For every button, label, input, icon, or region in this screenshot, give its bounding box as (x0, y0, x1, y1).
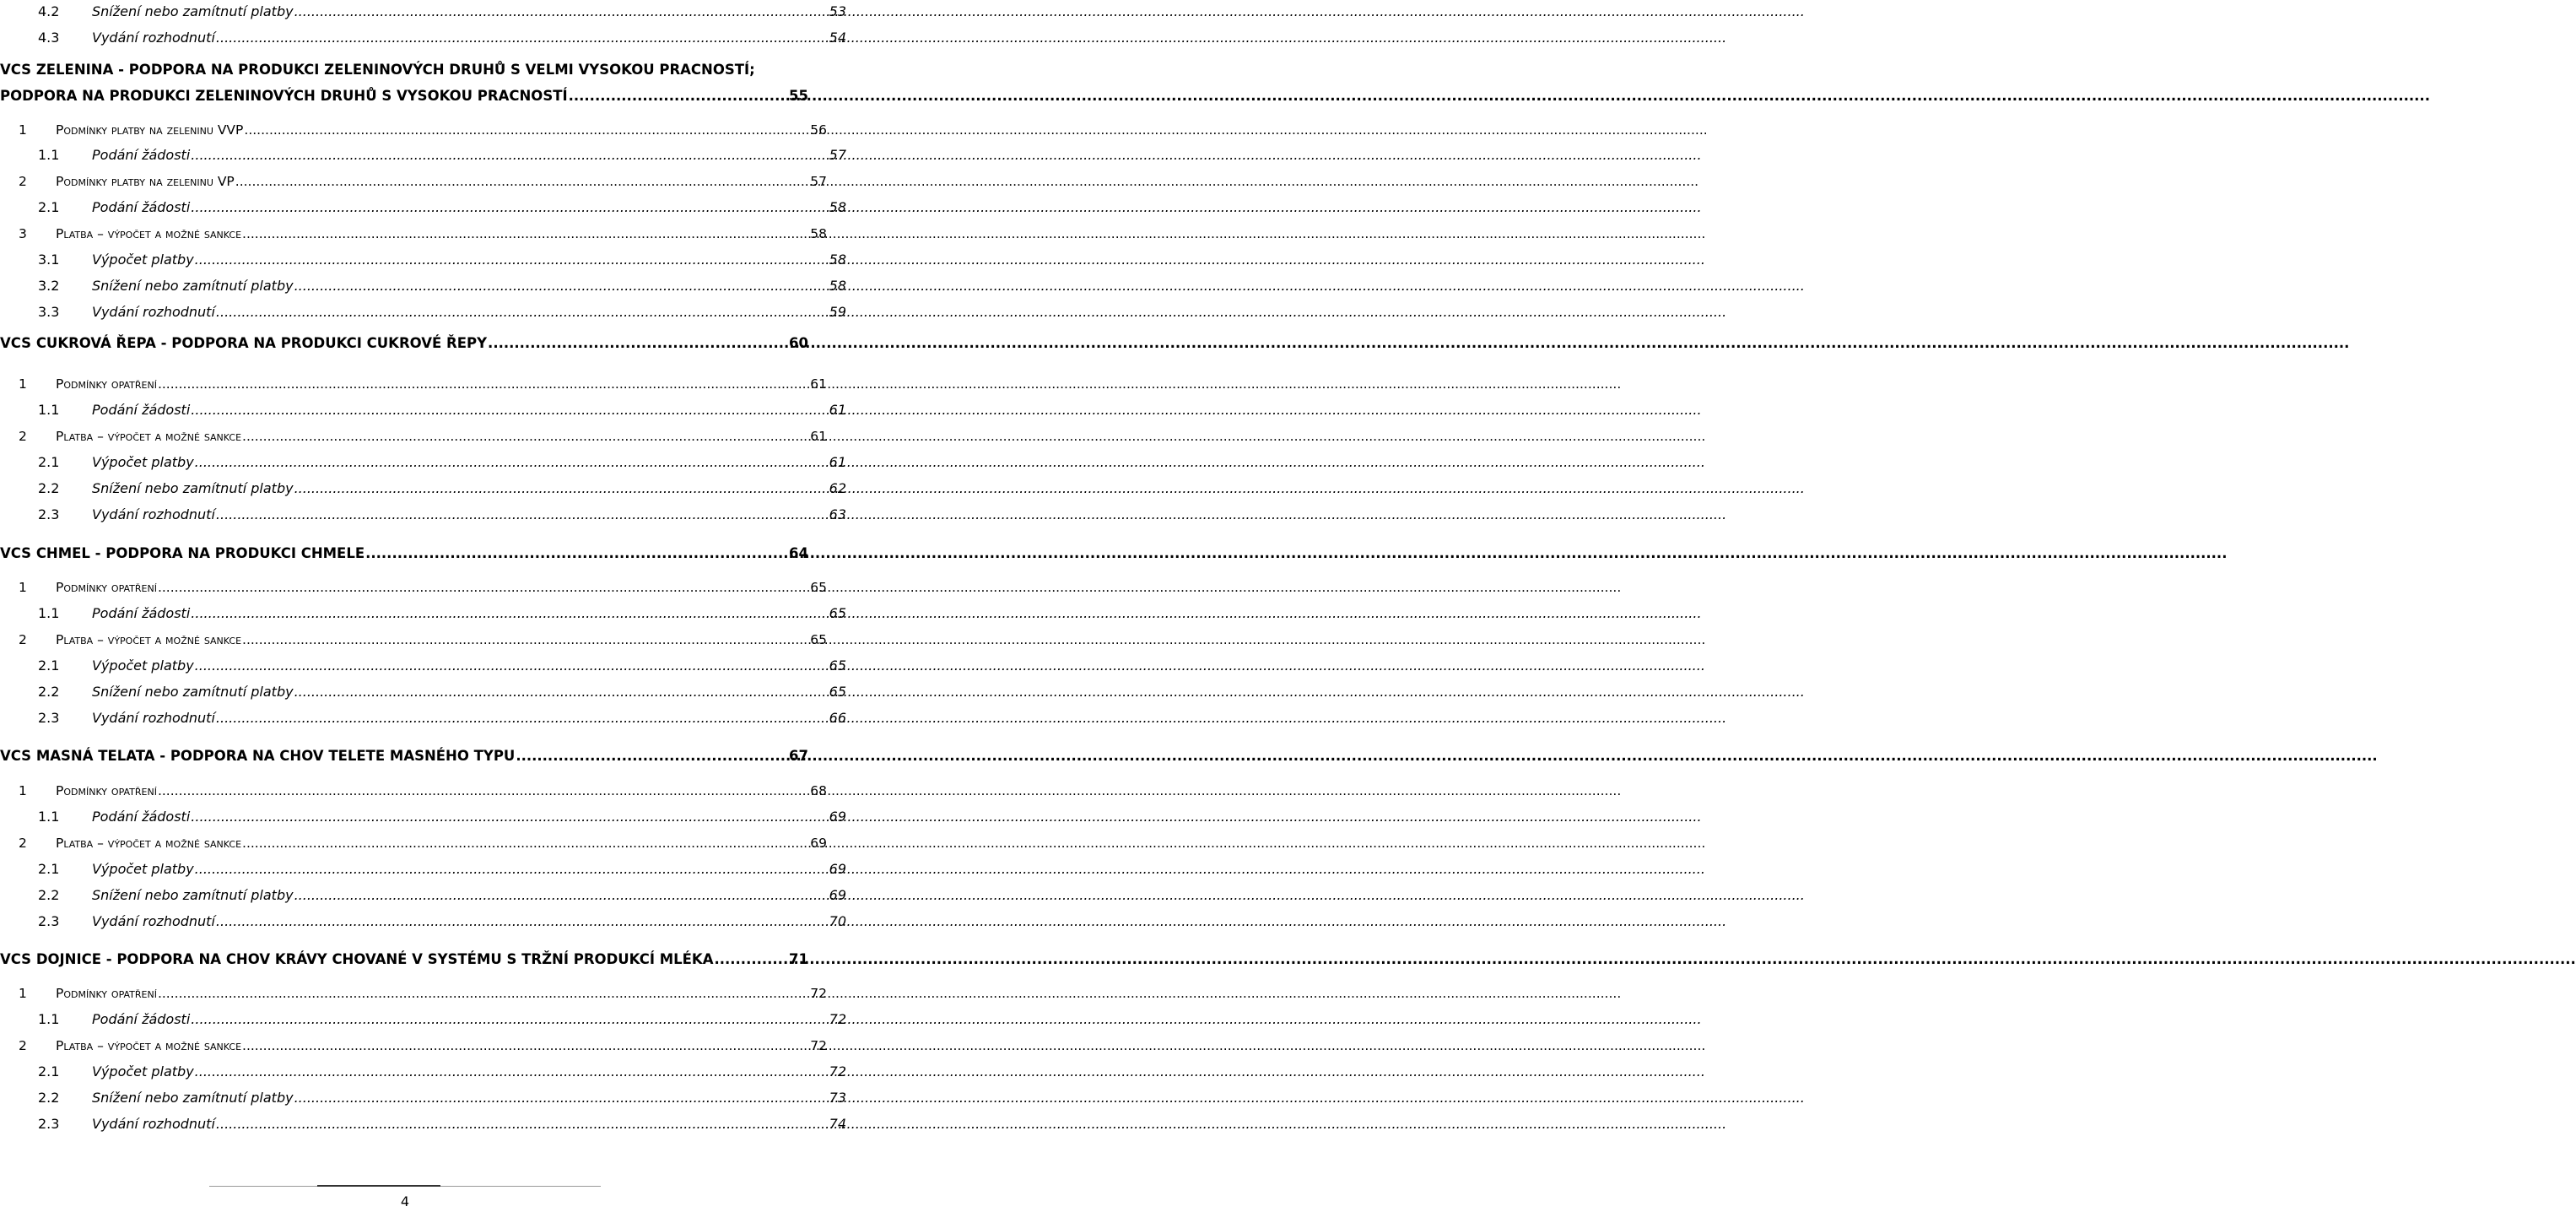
toc-dot-leader (216, 912, 829, 931)
toc-entry-title: Snížení nebo zamítnutí platby (92, 684, 294, 700)
toc-page-number: 69 (829, 809, 846, 825)
toc-entry-title: Vydání rozhodnutí (92, 913, 215, 929)
toc-page-number: 69 (810, 836, 827, 851)
toc-entry[interactable] (0, 1115, 846, 1134)
toc-dot-leader (216, 1115, 829, 1134)
toc-dot-leader (216, 303, 829, 322)
toc-entry-title: Platba – výpočet a možné sankce (56, 836, 242, 851)
toc-entry-title: Podání žádosti (92, 605, 191, 621)
toc-entry-title: Vydání rozhodnutí (92, 506, 215, 522)
toc-dot-leader (294, 479, 829, 498)
toc-dot-leader (294, 277, 829, 295)
toc-entry-number: 2.3 (38, 913, 60, 929)
toc-dot-leader (714, 950, 788, 969)
toc-entry-title: Podmínky platby na zeleninu VVP (56, 122, 244, 138)
toc-entry-title: VCS CUKROVÁ ŘEPA - PODPORA NA PRODUKCI CUKROVÉ ŘEPY (0, 335, 488, 351)
toc-entry-number: 1 (19, 376, 27, 392)
toc-page-number: 72 (829, 1063, 846, 1079)
toc-entry-title: Vydání rozhodnutí (92, 304, 215, 320)
toc-entry-number: 1.1 (38, 1011, 60, 1027)
toc-entry-title: Podání žádosti (92, 199, 191, 215)
toc-entry-title: Výpočet platby (92, 454, 194, 470)
toc-page-number: 65 (829, 657, 846, 674)
footer-divider-accent (317, 1185, 440, 1187)
toc-entry-title: PODPORA NA PRODUKCI ZELENINOVÝCH DRUHŮ S VYSOKOU PRACNOSTÍ (0, 88, 568, 104)
toc-page-number: 66 (829, 710, 846, 726)
toc-page-number: 57 (810, 174, 827, 189)
toc-page-number: 69 (829, 887, 846, 903)
toc-page-number: 65 (810, 580, 827, 595)
toc-entry-number: 2.3 (38, 1116, 60, 1132)
toc-entry-title: Snížení nebo zamítnutí platby (92, 887, 294, 903)
toc-page-number: 58 (810, 226, 827, 241)
toc-entry[interactable] (0, 453, 846, 472)
toc-dot-leader (195, 860, 829, 879)
toc-page-number: 70 (829, 913, 846, 929)
toc-entry[interactable] (0, 657, 846, 675)
toc-entry-title: Platba – výpočet a možné sankce (56, 1038, 242, 1053)
toc-entry[interactable] (0, 172, 827, 191)
toc-dot-leader (195, 453, 829, 472)
toc-entry-number: 3.2 (38, 278, 60, 294)
toc-page-number: 53 (829, 3, 846, 19)
toc-entry-title: Podmínky opatření (56, 783, 157, 798)
toc-dot-leader (195, 1063, 829, 1081)
toc-entry-number: 4.2 (38, 3, 60, 19)
toc-chapter[interactable] (0, 950, 808, 969)
toc-entry[interactable] (0, 146, 846, 165)
toc-entry[interactable] (0, 604, 846, 623)
toc-page-number: 68 (810, 783, 827, 798)
toc-page-number: 67 (789, 748, 808, 764)
toc-page-number: 64 (789, 545, 808, 561)
toc-entry-number: 2 (19, 1038, 27, 1053)
toc-entry-number: 1.1 (38, 809, 60, 825)
toc-page-number: 69 (829, 861, 846, 877)
toc-entry-number: 1.1 (38, 402, 60, 418)
toc-entry[interactable] (0, 683, 846, 701)
toc-entry-title: Snížení nebo zamítnutí platby (92, 1090, 294, 1106)
toc-entry-title: Podání žádosti (92, 147, 191, 163)
toc-entry[interactable] (0, 3, 846, 21)
toc-entry-number: 4.3 (38, 30, 60, 46)
toc-page-number: 72 (829, 1011, 846, 1027)
toc-entry[interactable] (0, 1089, 846, 1107)
page-number: 4 (400, 1193, 410, 1209)
toc-page-number: 61 (829, 402, 846, 418)
toc-entry-number: 2 (19, 836, 27, 851)
toc-entry[interactable] (0, 29, 846, 47)
toc-page-number: 60 (789, 335, 808, 351)
toc-page-number: 55 (789, 88, 808, 104)
toc-entry-number: 2.1 (38, 657, 60, 674)
toc-entry-title: Snížení nebo zamítnutí platby (92, 3, 294, 19)
toc-dot-leader (191, 146, 828, 165)
toc-entry[interactable] (0, 912, 846, 931)
toc-entry-number: 2 (19, 174, 27, 189)
toc-entry[interactable] (0, 984, 827, 1003)
toc-entry-number: 3.1 (38, 252, 60, 268)
toc-dot-leader (242, 427, 809, 446)
toc-dot-leader (158, 375, 809, 393)
toc-chapter[interactable] (0, 61, 808, 79)
toc-entry-title: Snížení nebo zamítnutí platby (92, 278, 294, 294)
toc-entry-number: 1 (19, 986, 27, 1001)
toc-dot-leader (242, 225, 809, 243)
toc-chapter[interactable] (0, 544, 808, 563)
toc-dot-leader (242, 1036, 809, 1055)
toc-entry[interactable] (0, 506, 846, 524)
toc-entry-number: 2 (19, 632, 27, 647)
toc-page-number: 61 (829, 454, 846, 470)
toc-dot-leader (294, 683, 829, 701)
toc-page-number: 61 (810, 376, 827, 392)
toc-entry-number: 2.1 (38, 861, 60, 877)
toc-entry[interactable] (0, 225, 827, 243)
toc-entry[interactable] (0, 479, 846, 498)
toc-entry[interactable] (0, 251, 846, 269)
toc-entry-number: 2.2 (38, 684, 60, 700)
toc-entry[interactable] (0, 886, 846, 905)
toc-entry-title: Platba – výpočet a možné sankce (56, 632, 242, 647)
toc-page-number: 65 (810, 632, 827, 647)
toc-dot-leader (294, 3, 829, 21)
toc-page-number: 72 (810, 986, 827, 1001)
toc-entry[interactable] (0, 1010, 846, 1029)
toc-page-number: 62 (829, 480, 846, 496)
toc-dot-leader (488, 334, 788, 353)
toc-dot-leader (216, 709, 829, 728)
toc-page-number: 56 (810, 122, 827, 138)
toc-entry-number: 1.1 (38, 147, 60, 163)
toc-page-number: 73 (829, 1090, 846, 1106)
toc-entry[interactable] (0, 782, 827, 800)
toc-entry-title: Podmínky opatření (56, 376, 157, 392)
toc-entry[interactable] (0, 1036, 827, 1055)
toc-entry-number: 1 (19, 122, 27, 138)
toc-entry-number: 2.1 (38, 1063, 60, 1079)
toc-entry-title: Platba – výpočet a možné sankce (56, 429, 242, 444)
toc-entry-title: Podmínky opatření (56, 986, 157, 1001)
toc-dot-leader (244, 121, 809, 139)
toc-entry-number: 2.2 (38, 480, 60, 496)
toc-entry-number: 2.3 (38, 710, 60, 726)
toc-entry[interactable] (0, 198, 846, 217)
toc-entry-title: Vydání rozhodnutí (92, 1116, 215, 1132)
toc-entry-title: Snížení nebo zamítnutí platby (92, 480, 294, 496)
toc-entry-number: 1 (19, 580, 27, 595)
toc-entry-number: 1 (19, 783, 27, 798)
toc-entry[interactable] (0, 808, 846, 826)
toc-entry-title: Podání žádosti (92, 809, 191, 825)
toc-dot-leader (191, 604, 828, 623)
toc-chapter[interactable] (0, 747, 808, 766)
toc-entry-title: VCS ZELENINA - PODPORA NA PRODUKCI ZELENINOVÝCH DRUHŮ S VELMI VYSOKOU PRACNOSTÍ; (0, 62, 755, 78)
toc-dot-leader (365, 544, 788, 563)
toc-page-number: 59 (829, 304, 846, 320)
toc-entry[interactable] (0, 834, 827, 852)
toc-dot-leader (158, 782, 809, 800)
toc-entry[interactable] (0, 277, 846, 295)
toc-dot-leader (216, 29, 829, 47)
toc-entry-title: Výpočet platby (92, 252, 194, 268)
toc-page-number: 58 (829, 252, 846, 268)
toc-dot-leader (242, 630, 809, 649)
toc-entry-number: 2.1 (38, 454, 60, 470)
toc-page-number: 61 (810, 429, 827, 444)
toc-page-number: 71 (789, 951, 808, 967)
toc-dot-leader (191, 1010, 828, 1029)
toc-page-number: 65 (829, 605, 846, 621)
toc-dot-leader (158, 578, 809, 597)
toc-dot-leader (294, 1089, 829, 1107)
toc-entry-number: 2 (19, 429, 27, 444)
toc-entry[interactable] (0, 1063, 846, 1081)
toc-entry-number: 2.3 (38, 506, 60, 522)
toc-entry[interactable] (0, 121, 827, 139)
toc-entry-title: Výpočet platby (92, 861, 194, 877)
toc-entry-title: VCS MASNÁ TELATA - PODPORA NA CHOV TELETE MASNÉHO TYPU (0, 748, 516, 764)
toc-dot-leader (235, 172, 809, 191)
toc-dot-leader (294, 886, 829, 905)
toc-dot-leader (195, 251, 829, 269)
toc-entry-title: Podmínky platby na zeleninu VP (56, 174, 235, 189)
toc-entry-number: 3 (19, 226, 27, 241)
toc-page-number: 65 (829, 684, 846, 700)
toc-dot-leader (191, 808, 828, 826)
toc-page-number: 74 (829, 1116, 846, 1132)
toc-page-number: 58 (829, 278, 846, 294)
toc-page-number: 54 (829, 30, 846, 46)
toc-entry-number: 2.2 (38, 887, 60, 903)
toc-entry[interactable] (0, 375, 827, 393)
toc-page-number: 63 (829, 506, 846, 522)
toc-entry[interactable] (0, 860, 846, 879)
toc-entry-title: Vydání rozhodnutí (92, 710, 215, 726)
toc-entry[interactable] (0, 578, 827, 597)
toc-dot-leader (516, 747, 788, 766)
toc-entry-number: 2.2 (38, 1090, 60, 1106)
toc-dot-leader (216, 506, 829, 524)
toc-entry-title: Podmínky opatření (56, 580, 157, 595)
toc-entry-title: Podání žádosti (92, 1011, 191, 1027)
toc-entry-title: Podání žádosti (92, 402, 191, 418)
toc-entry-number: 2.1 (38, 199, 60, 215)
toc-entry[interactable] (0, 709, 846, 728)
toc-entry[interactable] (0, 630, 827, 649)
toc-entry-title: Platba – výpočet a možné sankce (56, 226, 242, 241)
toc-entry-title: Výpočet platby (92, 1063, 194, 1079)
toc-dot-leader (158, 984, 809, 1003)
toc-page-number: 72 (810, 1038, 827, 1053)
toc-entry-title: VCS DOJNICE - PODPORA NA CHOV KRÁVY CHOVANÉ V SYSTÉMU S TRŽNÍ PRODUKCÍ MLÉKA (0, 951, 714, 967)
toc-entry[interactable] (0, 427, 827, 446)
toc-dot-leader (191, 401, 828, 419)
toc-entry[interactable] (0, 303, 846, 322)
toc-entry-title: Výpočet platby (92, 657, 194, 674)
toc-entry-number: 1.1 (38, 605, 60, 621)
toc-page-number: 57 (829, 147, 846, 163)
toc-entry-title: VCS CHMEL - PODPORA NA PRODUKCI CHMELE (0, 545, 365, 561)
toc-dot-leader (195, 657, 829, 675)
toc-entry[interactable] (0, 401, 846, 419)
toc-dot-leader (191, 198, 828, 217)
toc-chapter[interactable] (0, 87, 808, 106)
toc-dot-leader (569, 87, 788, 106)
toc-chapter[interactable] (0, 334, 808, 353)
toc-page-number: 58 (829, 199, 846, 215)
toc-entry-title: Vydání rozhodnutí (92, 30, 215, 46)
toc-dot-leader (242, 834, 809, 852)
toc-entry-number: 3.3 (38, 304, 60, 320)
